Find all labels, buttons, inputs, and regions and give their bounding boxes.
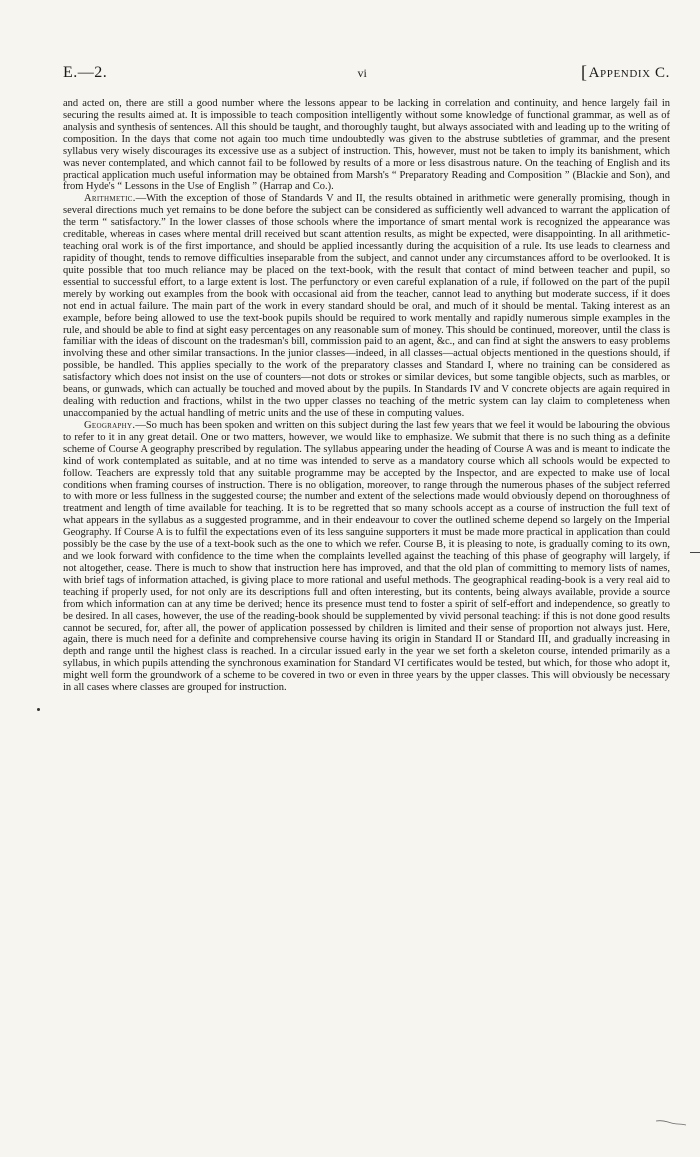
section-heading-geography: Geography. [84, 419, 136, 431]
document-page [63, 62, 670, 694]
running-head [63, 62, 670, 86]
paragraph-text: and acted on, there are still a good number where the lessons appear to be lacking in correlation and continuity, and hence largely fail in securing the results aimed at. It is impossible to teach composition intelligently without some knowledge of functional grammar, as well as of analysis and synthesis of sentences. All this should be taught, and thoroughly taught, but always associated with and leading up to the writing of composition. In the days that come not again too much time undoubtedly was given to the abstruse subtleties of grammar, and the present syllabus very wisely discourages its excessive use as a subject of instruction. This, however, must not be taken to imply its banishment, which was never contemplated, and which cannot fail to be followed by results of a more or less disastrous nature. On the teaching of English and its practical application much useful information may be obtained from Marsh's “ Preparatory Reading and Composition ” (Blackie and Son), and from Hyde's “ Lessons in the Use of English ” (Harrap and Co.). [63, 98, 670, 193]
appendix-label [581, 62, 670, 83]
page-number: vi [357, 66, 367, 80]
body-text [63, 98, 670, 694]
paragraph-arithmetic [63, 193, 670, 420]
margin-dot-mark [37, 708, 40, 711]
report-reference: E.—2. [63, 64, 108, 81]
bracket-mark: [ [581, 62, 588, 82]
paragraph-continuation [63, 98, 670, 193]
section-heading-arithmetic: Arithmetic. [84, 193, 136, 205]
paragraph-text: —So much has been spoken and written on this subject during the last few years that we feel it would be labouring the obvious to refer to it in any great detail. One or two matters, however, we would like to emphasize. We submit that there is no such thing as a definite scheme of Course A geography prescribed by regulation. The syllabus appearing under the heading of Course A was and is meant to indicate the kind of work contemplated as suitable, and at no time was intended to serve as a mandatory course which all schools would be expected to follow. Teachers are expressly told that any suitable programme may be accepted by the Inspector, and are expected to make use of local conditions when framing courses of instruction. There is no obligation, moreover, to range through the numerous phases of the subject referred to with more or less fullness in the suggested course; the number and extent of the selections made would obviously depend on thoroughness of treatment and length of time available for teaching. It is to be regretted that so many schools accept as a course of instruction the full text of what appears in the syllabus as a suggested programme, and in their endeavour to cover the outlined scheme depend so largely on the Imperial Geography. If Course A is to fulfil the expectations even of its less sanguine supporters it must be made more practical in application than could possibly be the case by the use of a text-book such as the one to which we refer. Course B, it is pleasing to note, is gradually coming to its own, and we look forward with confidence to the time when the complaints levelled against the teaching of this phase of geography will largely, if not altogether, cease. There is much to show that instruction here has improved, and that the old plan of committing to memory lists of names, with brief tags of information attached, is giving place to more rational and useful methods. The geographical reading-book is a very real aid to teaching if properly used, for not only are its descriptions full and often interesting, but its contents, being always available, provide a source from which information can at any time be derived; hence its presence must tend to foster a spirit of self-effort and independence, so greatly to be desired. In all cases, however, the use of the reading-book should be supplemented by vivid personal teaching: if this is not done good results cannot be secured, for, after all, the power of application possessed by children is limited and their sense of proportion not always just. Here, again, there is much need for a definite and comprehensive course having its origin in Standard II or Standard III, and gradually increasing in depth and range until the highest class is reached. In a circular issued early in the year we set forth a skeleton course, intended primarily as a syllabus, in which pupils attending the synchronous examination for Standard VI certificates would be tested, but which, for those who adopt it, might well form the groundwork of a scheme to be covered in two or even in three years by the upper classes. This will obviously be necessary in all cases where classes are grouped for instruction. [63, 419, 670, 694]
appendix-title: Appendix C. [588, 65, 670, 81]
margin-squiggle-mark [656, 1119, 686, 1127]
paragraph-geography [63, 420, 670, 694]
paragraph-text: —With the exception of those of Standards V and II, the results obtained in arithmetic were generally promising, though in several directions much yet remains to be done before the subject can be considered as sufficiently well advanced to warrant the application of the term “ satisfactory.” In the lower classes of those schools where the importance of smart mental work is recognized the appearance was creditable, whereas in cases where mental drill received but scant attention results, as might be expected, were disappointing. In all arithmetic-teaching oral work is of the first importance, and should be applied incessantly during the acquisition of a rule. Its use leads to clearness and rapidity of thought, tends to remove difficulties inseparable from the subject, and cannot under any circumstances afford to be overlooked. It is quite possible that too much reliance may be placed on the text-book, with the result that contact of mind between teacher and pupil, so essential to successful effort, to a large extent is lost. The perfunctory or even careful explanation of a rule, if followed on the part of the pupil merely by working out examples from the book with occasional aid from the teacher, cannot lead to anything but moderate success, if it does not end in actual failure. The main part of the work in every standard should be oral, and much of it should be mental. Taking interest as an example, before being allowed to use the text-book pupils should be required to work mentally and rapidly numerous simple examples in the rule, and should be able to find at sight easy percentages on any reasonable sum of money. This should be continued, moreover, until the class is familiar with the ideas of discount on the tradesman's bill, commission paid to an agent, &c., and can find at sight the answers to easy problems involving these and other similar transactions. In the junior classes—indeed, in all classes—actual objects mentioned in the questions should, if possible, be handled. This applies specially to the work of the preparatory classes and Standard I, where no training can be considered as satisfactory which does not insist on the use of counters—not dots or strokes or similar devices, but some tangible objects, such as marbles, or beans, or gunwads, which can actually be touched and moved about by the pupils. In Standards IV and V concrete objects are again required in dealing with reduction and fractions, whilst in the two upper classes no teaching of the metric system can lay claim to completeness when unaccompanied by the actual handling of metric units and the use of these in computing values. [63, 193, 670, 419]
margin-dash-mark [690, 552, 700, 553]
